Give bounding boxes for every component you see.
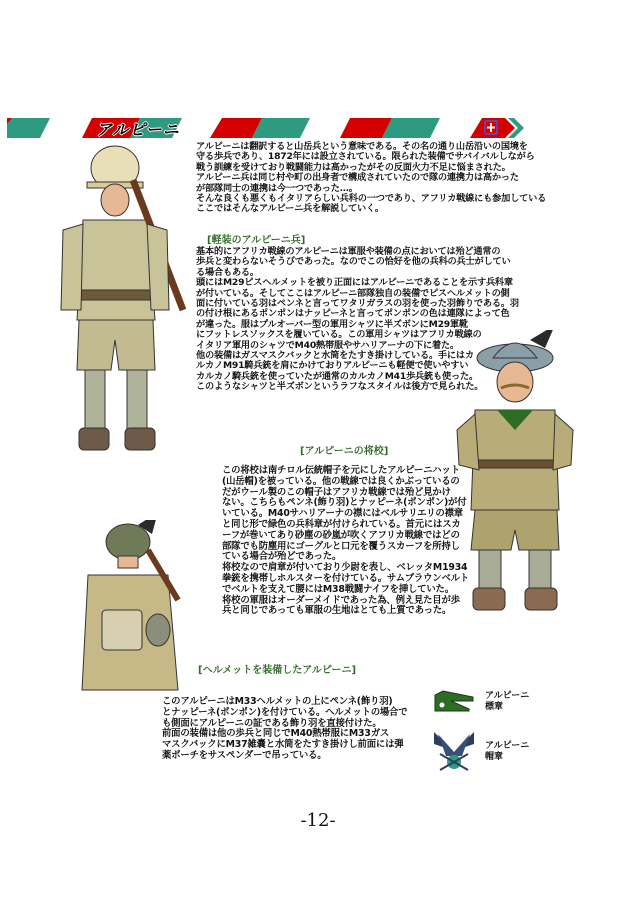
section-body-light: 基本的にアフリカ戦線のアルピーニは軍服や装備の点においては殆ど通常の 歩兵と変わらないそうびであった。なのでこの恰好を他の兵科の兵士がしてい る場合もある。 頭にはM29ピスヘルメットを被り正面にはアルピーニであることを示す兵科章 が付いている。そしてここはアルピーニ部隊独自の装備でピスヘルメットの側 面に付いている羽はペンネと言ってワタリガラスの羽を使った羽飾りである。羽 の付け根にあるポンポンはナッピーネと言ってポンポンの色は連隊によって色 が違った。服はプルオーバー型の軍用シャツに半ズボンにM29軍靴 にフットレスソックスを履いている。この軍用シャツはアフリカ戦線の イタリア軍用のシャツでM40熱帯服やサハリアーナの下に着た。 他の装備はガスマスクバックと水筒をたすき掛けしている。手にはカ ルカノM91騎兵銃を肩にかけておりアルピーニも軽便で使いやすい カルカノ騎兵銃を使っていたが通常のカルカノM41歩兵銃も使った。 このようなシャツと半ズボンというラフなスタイルは後方で見られた。 (196, 246, 519, 393)
section-body-officer: この将校は南チロル伝統帽子を元にしたアルピーニハット (山岳帽)を被っている。他の戦線では良くかぶっているの だがウール製のこの帽子はアフリカ戦線では殆ど見かけ ない。こちらもペンネ(飾り羽)とナッピーネ(ポンポン)が付 いている。M40サハリアーナの襟にはベルサリエリの襟章 と同じ形で緑色の兵科章が付けられている。首元にはスカ ーフが巻いてあり砂塵の砂嵐が吹くアフリカ戦線ではどの 部隊でも防塵用にゴーグルと口元を覆うスカーフを所持し ている場合が殆どであった。 将校なので肩章が付いており少尉を表し、ベレッタM1934 拳銃を携帯しホルスターを付けている。サムブラウンベルト でベルトを支えて腰にはM38戦闘ナイフを挿していた。 将校の軍服はオーダーメイドであった為、例え見た目が歩 兵と同じであっても軍服の生地はとても上質であった。 (222, 465, 469, 617)
helmet-soldier-illustration (78, 520, 188, 700)
soldier-light-illustration (55, 140, 195, 460)
section-body-helmet: このアルピーニはM33ヘルメットの上にペンネ(飾り羽) とナッピーネ(ポンポン)を付けている。ヘルメットの場合で も側面にアルピーニの証である飾り羽を直接付けた。 前面の装備は他の歩兵と同じでM40熱帯服にM33ガス マスクバックにM37雑嚢と水筒をたすき掛けし前面には弾 薬ポーチをサスペンダーで吊っている。 (162, 696, 408, 761)
page-number: -12- (300, 810, 336, 831)
insignia-label-cap: アルピーニ 帽章 (485, 741, 530, 762)
officer-illustration (445, 330, 595, 625)
savoy-shield-icon (484, 120, 498, 135)
section-heading-light: [軽装のアルピーニ兵] (207, 235, 306, 246)
section-heading-helmet: [ヘルメットを装備したアルピーニ] (198, 665, 357, 676)
section-heading-officer: [アルピーニの将校] (300, 446, 389, 457)
collar-patch-icon (433, 689, 475, 713)
page-title: アルピーニ (96, 120, 180, 139)
intro-text: アルピーニは翻訳すると山岳兵という意味である。その名の通り山岳沿いの国境を 守る歩兵であり、1872年には設立されている。限られた装備でサバイバルしながら 戦う訓練を受けており戦闘能力は高かったがその反面火力不足に悩まされた。 アルピーニ兵は同じ村や町の出身者で構成されていたので隊の連携力は高かった が部隊同士の連携は今一つであった…。 そんな良くも悪くもイタリアらしい兵科の一つであり、アフリカ戦線にも参加している ここではそんなアルピーニ兵を解説していく。 (196, 141, 547, 215)
insignia-label-collar: アルピーニ 標章 (485, 691, 530, 712)
eagle-cap-badge-icon (432, 730, 476, 772)
